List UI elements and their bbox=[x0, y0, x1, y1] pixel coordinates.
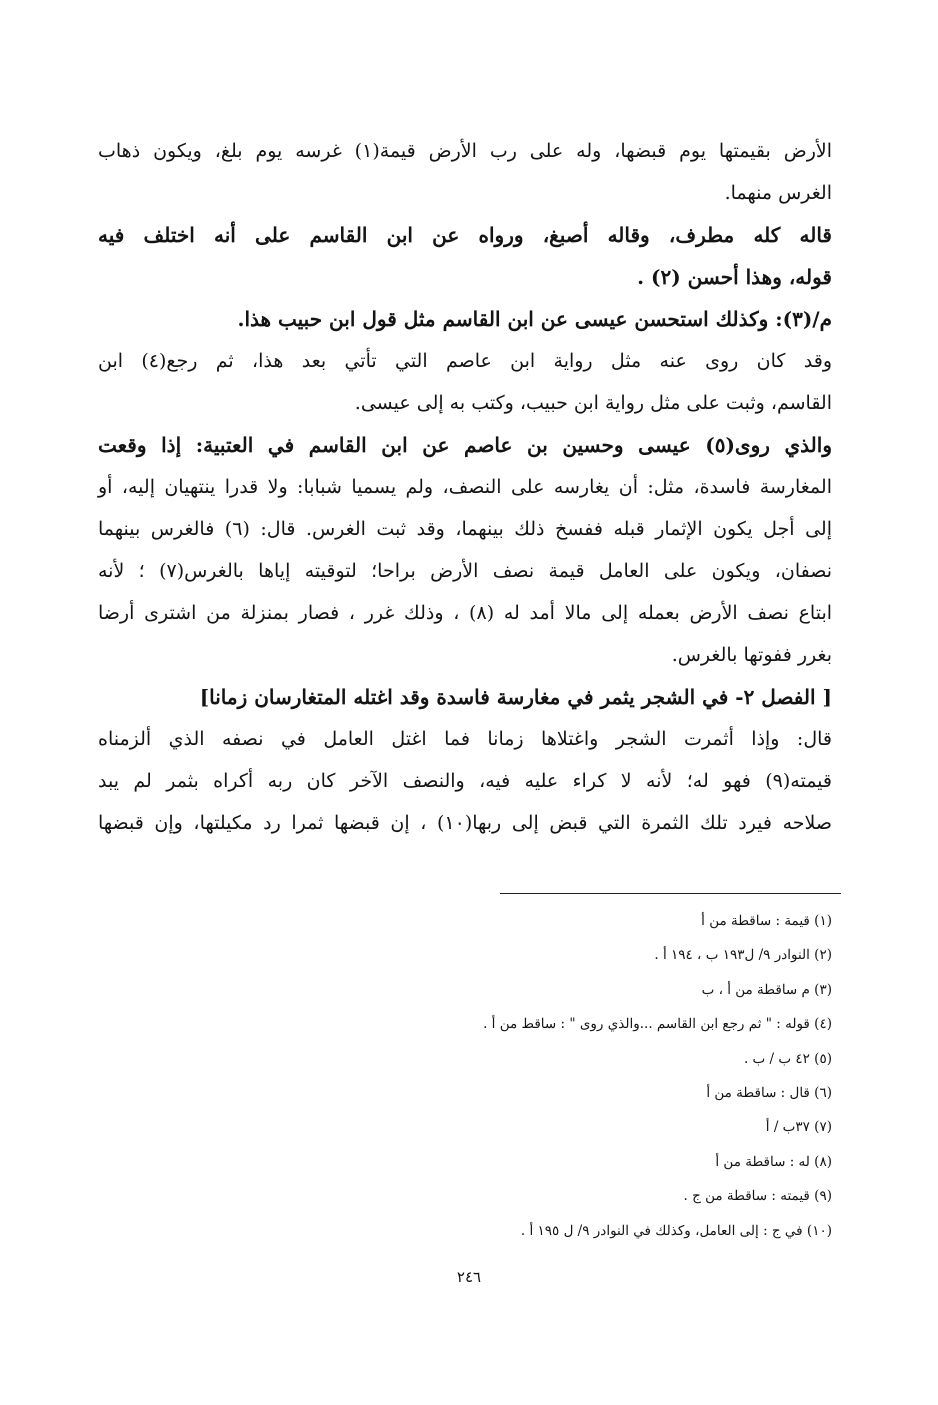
text-line-bold: قاله كله مطرف، وقاله أصبغ، ورواه عن ابن القاسم على أنه اختلف فيه bbox=[98, 223, 832, 247]
footnote: (١٠) في ج : إلى العامل، وكذلك في النوادر ٩/ ل ١٩٥ أ . bbox=[520, 1222, 832, 1239]
text-line: قال: وإذا أثمرت الشجر واغتلاها زمانا فما اغتل العامل في نصفه الذي ألزمناه bbox=[98, 728, 832, 750]
text-line: بغرر ففوتها بالغرس. bbox=[671, 644, 832, 666]
text-line: وقد كان روى عنه مثل رواية ابن عاصم التي تأتي بعد هذا، ثم رجع(٤) ابن bbox=[98, 350, 832, 372]
footnote: (٣) م ساقطة من أ ، ب bbox=[701, 981, 832, 998]
text-line: الغرس منهما. bbox=[724, 182, 832, 204]
text-line-bold: والذي روى(٥) عيسى وحسين بن عاصم عن ابن القاسم في العتبية: إذا وقعت bbox=[98, 433, 832, 457]
footnote: (٤) قوله : " ثم رجع ابن القاسم ...والذي روى " : ساقط من أ . bbox=[483, 1016, 832, 1033]
text-line-bold: م/(٣): وكذلك استحسن عيسى عن ابن القاسم مثل قول ابن حبيب هذا. bbox=[237, 307, 832, 331]
text-line: الأرض بقيمتها يوم قبضها، وله على رب الأرض قيمة(١) غرسه يوم بلغ، ويكون ذهاب bbox=[98, 140, 832, 162]
footnote: (٧) ٣٧ب / أ bbox=[765, 1119, 832, 1136]
footnote: (٦) قال : ساقطة من أ bbox=[706, 1084, 832, 1101]
footnote: (٥) ٤٢ ب / ب . bbox=[743, 1050, 832, 1067]
text-line: قيمته(٩) فهو له؛ لأنه لا كراء عليه فيه، والنصف الآخر كان ربه أكراه بثمر لم يبد bbox=[98, 770, 832, 792]
text-line: المغارسة فاسدة، مثل: أن يغارسه على النصف، ولم يسميا شبابا: ولا قدرا ينتهيان إليه، أو bbox=[98, 476, 832, 498]
main-text bbox=[98, 130, 832, 844]
footnote-separator bbox=[500, 893, 841, 894]
section-heading: [ الفصل ٢- في الشجر يثمر في مغارسة فاسدة وقد اغتله المتغارسان زمانا] bbox=[199, 685, 832, 709]
footnote: (٨) له : ساقطة من أ bbox=[715, 1153, 832, 1170]
text-line: ابتاع نصف الأرض بعمله إلى مالا أمد له (٨) ، وذلك غرر ، فصار بمنزلة من اشترى أرضا bbox=[98, 602, 833, 624]
text-line: نصفان، ويكون على العامل قيمة نصف الأرض براحا؛ لتوقيته إياها بالغرس(٧) ؛ لأنه bbox=[98, 560, 832, 582]
text-line: القاسم، وثبت على مثل رواية ابن حبيب، وكتب به إلى عيسى. bbox=[354, 392, 832, 414]
footnotes bbox=[380, 904, 832, 1248]
footnote: (١) قيمة : ساقطة من أ bbox=[701, 913, 832, 929]
text-line: صلاحه فيرد تلك الثمرة التي قبض إلى ربها(١٠) ، إن قبضها ثمرا رد مكيلتها، وإن قبضها bbox=[98, 812, 832, 834]
footnote: (٢) النوادر ٩/ ل١٩٣ ب ، ١٩٤ أ . bbox=[654, 947, 832, 964]
text-line: إلى أجل يكون الإثمار قبله ففسخ ذلك بينهما، وقد ثبت الغرس. قال: (٦) فالغرس بينهما bbox=[98, 518, 832, 540]
footnote: (٩) قيمته : ساقطة من ج . bbox=[683, 1188, 832, 1205]
page-number: ٢٤٦ bbox=[456, 1268, 482, 1286]
text-line-bold: قوله، وهذا أحسن (٢) . bbox=[637, 265, 832, 289]
